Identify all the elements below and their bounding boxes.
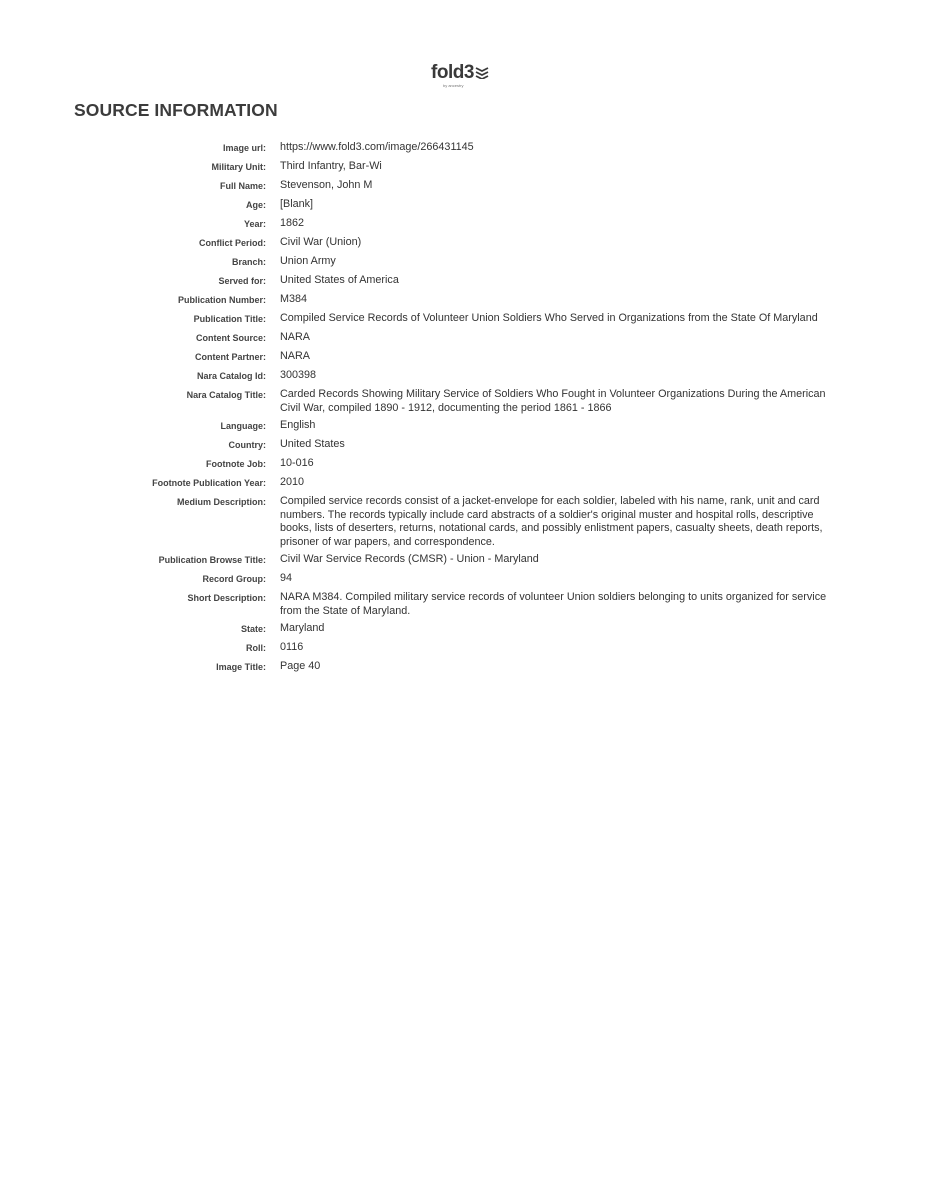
field-label: Image url: (222, 143, 266, 153)
field-value: 1862 (280, 217, 305, 229)
field-label: Record Group: (202, 574, 266, 584)
field-label: Medium Description: (176, 497, 266, 507)
field-row-state (0, 621, 927, 637)
field-label: Publication Title: (193, 314, 266, 324)
field-label: Year: (243, 219, 266, 229)
field-label: Content Partner: (194, 352, 266, 362)
field-label: Language: (220, 421, 266, 431)
field-row-publication-browse-title (0, 552, 927, 568)
field-value: Maryland (280, 622, 325, 634)
field-row-nara-catalog-title (0, 387, 927, 415)
field-label: Country: (228, 440, 266, 450)
fold3-logo (425, 63, 495, 88)
field-value: Carded Records Showing Military Service of Soldiers Who Fought in Volunteer Organizations During the American Civil War, compiled 1890 - 1912, documenting the period 1861 - 1866 (280, 388, 826, 414)
field-label: Short Description: (187, 593, 266, 603)
field-label: Nara Catalog Id: (196, 371, 266, 381)
field-row-conflict-period (0, 235, 927, 251)
field-value: United States (280, 438, 345, 450)
field-value: NARA (280, 350, 310, 362)
field-label: State: (240, 624, 266, 634)
field-row-full-name (0, 178, 927, 194)
field-row-year (0, 216, 927, 232)
field-row-branch (0, 254, 927, 270)
field-row-image-title (0, 659, 927, 675)
field-label: Content Source: (195, 333, 266, 343)
field-row-content-source (0, 330, 927, 346)
field-value: 94 (280, 572, 293, 584)
field-row-short-description (0, 590, 927, 618)
field-label: Military Unit: (211, 162, 266, 172)
field-label: Footnote Job: (206, 459, 266, 469)
field-label: Roll: (246, 643, 266, 653)
field-row-military-unit (0, 159, 927, 175)
field-row-content-partner (0, 349, 927, 365)
field-value: Civil War (Union) (280, 236, 362, 248)
field-row-record-group (0, 571, 927, 587)
field-label: Publication Number: (177, 295, 266, 305)
field-row-medium-description (0, 494, 927, 549)
field-row-country (0, 437, 927, 453)
logo-tagline: by ancestry (443, 83, 464, 88)
page-title: SOURCE INFORMATION (74, 100, 278, 120)
field-value: 2010 (280, 476, 305, 488)
field-row-publication-number (0, 292, 927, 308)
field-row-age (0, 197, 927, 213)
field-label: Nara Catalog Title: (186, 390, 266, 400)
field-row-image-url (0, 140, 927, 156)
field-value: NARA (280, 331, 310, 343)
field-value: United States of America (280, 274, 399, 286)
field-value: 10-016 (280, 457, 314, 469)
field-label: Image Title: (216, 662, 266, 672)
field-value: Union Army (280, 255, 336, 267)
logo-wordmark: fold3 (431, 62, 474, 83)
field-value: Compiled service records consist of a jacket-envelope for each soldier, labeled with his name, rank, unit and card numbers. The records typically include card abstracts of a soldier's original muster and hospital rolls, descriptive books, lists of deserters, returns, notational cards, and possibly enlistment papers, casualty sheets, death reports, prisoner of war papers, and correspondence. (280, 495, 823, 548)
field-value: 300398 (280, 369, 317, 381)
field-value: [Blank] (280, 198, 314, 210)
field-row-publication-title (0, 311, 927, 327)
field-label: Served for: (218, 276, 266, 286)
field-label: Conflict Period: (199, 238, 266, 248)
field-row-footnote-publication-year (0, 475, 927, 491)
field-value: English (280, 419, 316, 431)
source-information-list (0, 140, 927, 678)
field-row-nara-catalog-id (0, 368, 927, 384)
field-label: Footnote Publication Year: (152, 478, 266, 488)
field-value: https://www.fold3.com/image/266431145 (280, 141, 474, 153)
field-value: Compiled Service Records of Volunteer Union Soldiers Who Served in Organizations from the State Of Maryland (280, 312, 818, 324)
field-value: Third Infantry, Bar-Wi (280, 160, 382, 172)
field-row-served-for (0, 273, 927, 289)
field-row-footnote-job (0, 456, 927, 472)
field-value: Page 40 (280, 660, 321, 672)
field-label: Full Name: (219, 181, 266, 191)
chevron-stack-icon (475, 67, 489, 79)
field-label: Branch: (231, 257, 266, 267)
field-row-language (0, 418, 927, 434)
field-label: Age: (246, 200, 266, 210)
field-value: Stevenson, John M (280, 179, 373, 191)
field-value: Civil War Service Records (CMSR) - Union - Maryland (280, 553, 539, 565)
field-value: 0116 (280, 641, 304, 653)
field-label: Publication Browse Title: (158, 555, 266, 565)
field-row-roll (0, 640, 927, 656)
field-value: NARA M384. Compiled military service records of volunteer Union soldiers belonging to units organized for service from the State of Maryland. (280, 591, 827, 617)
field-value: M384 (280, 293, 308, 305)
